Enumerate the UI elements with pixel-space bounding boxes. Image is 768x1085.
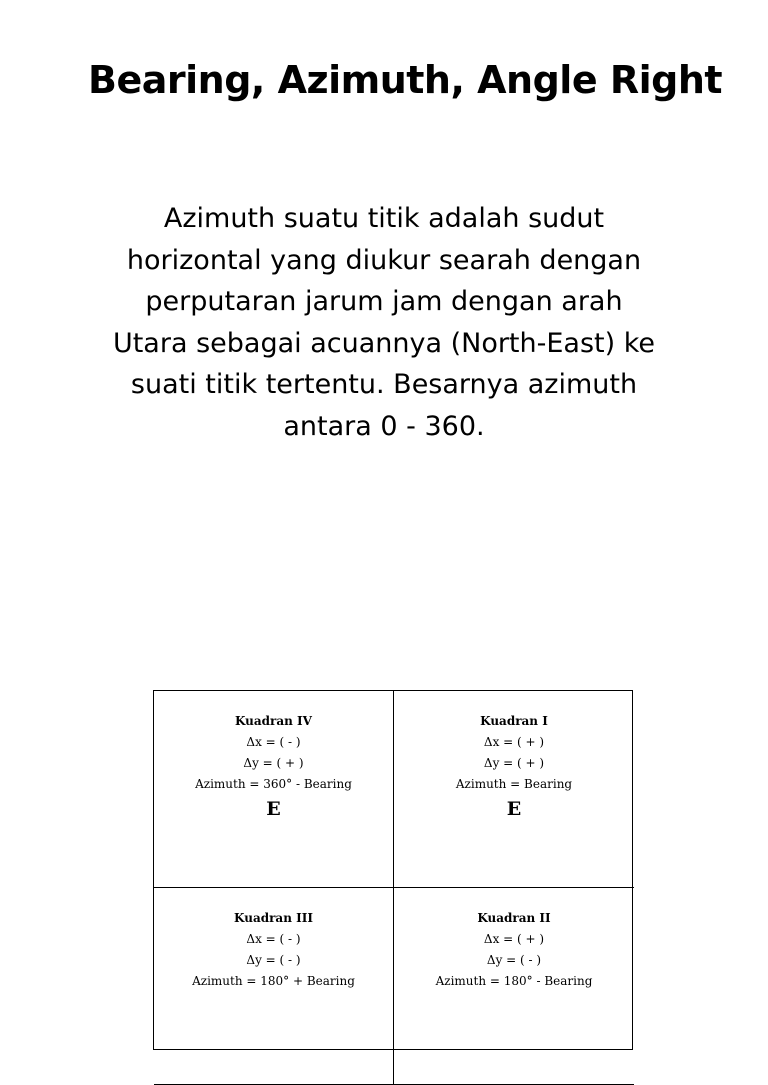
quadrant-i-cell <box>394 691 634 888</box>
quadrant-iv-cell <box>154 691 394 888</box>
quadrant-ii-azimuth: Azimuth = 180° - Bearing <box>435 974 593 988</box>
quadrant-iv-dx: Δx = ( - ) <box>246 735 301 749</box>
quadrant-iv-title: Kuadran IV <box>235 714 312 728</box>
quadrant-i-dy: Δy = ( + ) <box>483 756 545 770</box>
quadrant-i-azimuth: Azimuth = Bearing <box>455 777 573 791</box>
quadrant-iii-dx: Δx = ( - ) <box>246 932 301 946</box>
quadrant-ii-title: Kuadran II <box>477 911 551 925</box>
quadrant-iv-letter: E <box>266 798 281 820</box>
quadrant-i-letter: E <box>506 798 522 820</box>
quadrant-iii-cell <box>154 888 394 1085</box>
quadrant-ii-dy: Δy = ( - ) <box>486 953 542 967</box>
quadrant-iii-dy: Δy = ( - ) <box>246 953 301 967</box>
quadrant-iii-title: Kuadran III <box>234 911 313 925</box>
quadrant-table <box>153 690 633 1050</box>
body-text: Azimuth suatu titik adalah sudut horizontal yang diukur searah dengan perputaran jarum jam dengan arah Utara sebagai acuannya (North-East) ke suati titik tertentu. Besarnya azimuth antara 0 - 360. <box>112 203 656 442</box>
slide-title: Bearing, Azimuth, Angle Right <box>88 58 723 102</box>
quadrant-iii-azimuth: Azimuth = 180° + Bearing <box>192 974 355 988</box>
quadrant-ii-dx: Δx = ( + ) <box>483 932 545 946</box>
quadrant-i-title: Kuadran I <box>480 714 548 728</box>
quadrant-ii-cell <box>394 888 634 1085</box>
quadrant-iv-dy: Δy = ( + ) <box>243 756 304 770</box>
quadrant-i-dx: Δx = ( + ) <box>483 735 545 749</box>
quadrant-iv-azimuth: Azimuth = 360° - Bearing <box>195 777 352 791</box>
